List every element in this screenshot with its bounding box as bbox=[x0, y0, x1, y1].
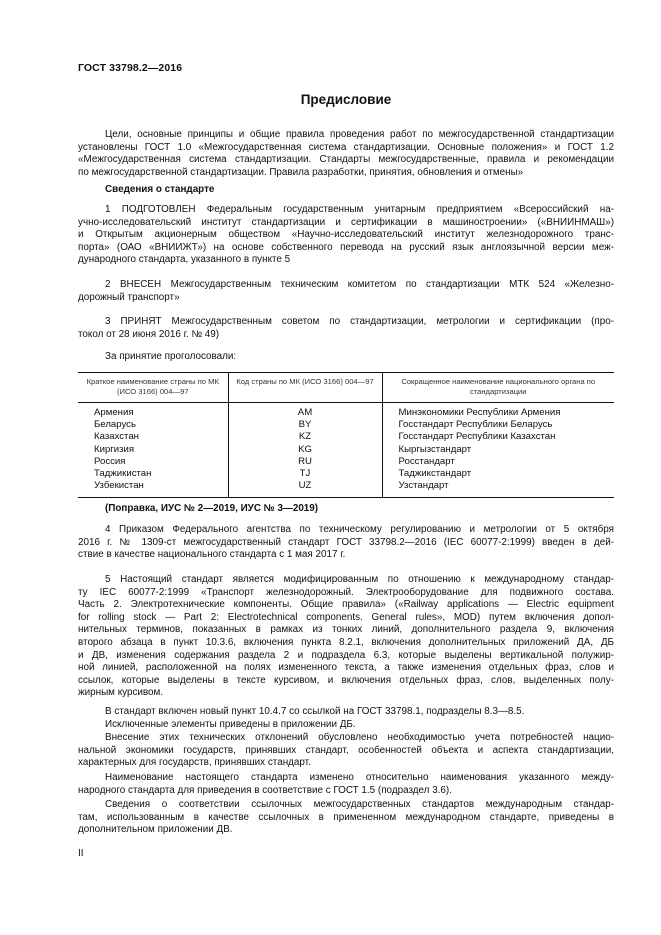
page-title: Предисловие bbox=[300, 92, 392, 107]
intro-line: по межгосударственной стандартизации. Правила разработки, принятия, обновления и отмены» bbox=[78, 166, 524, 178]
item-1-line: 1 ПОДГОТОВЛЕН Федеральным государственным унитарным предприятием «Всероссийский на- bbox=[105, 204, 614, 215]
table-header-row bbox=[78, 373, 614, 403]
column-header-country: Краткое наименование страны по МК (ИСО 3166) 004—97 bbox=[78, 373, 228, 403]
code-cell: RU bbox=[228, 456, 382, 468]
voted-label: За принятие проголосовали: bbox=[105, 351, 237, 362]
country-cell: Узбекистан bbox=[78, 480, 228, 498]
item-5-line: Часть 2. Электротехнические компоненты. Общие правила» («Railway applications — Electric equipment bbox=[78, 599, 614, 611]
references-line: там, использованным в качестве ссылочных в примененном международном стандарте, приведены в bbox=[78, 811, 614, 823]
item-3-line: токол от 28 июня 2016 г. № 49) bbox=[78, 328, 220, 340]
item-1-line: порта» (ОАО «ВНИИЖТ») на основе собственного перевода на русский язык англоязычной версии меж- bbox=[78, 241, 614, 253]
item-5-line: ту IEC 60077-2:1999 «Транспорт железнодорожный. Электрооборудование для подвижного состава. bbox=[78, 586, 614, 598]
references-paragraph bbox=[78, 799, 614, 837]
deviation-paragraph bbox=[78, 732, 614, 770]
item-5-line: ссылок, которые выделены в тексте курсивом, и включения отдельных фраз, слов, выделенных полу- bbox=[78, 674, 614, 686]
item-1-line: и Открытым акционерным обществом «Научно-исследовательский институт железнодорожного транс- bbox=[78, 229, 614, 241]
country-cell: Россия bbox=[94, 455, 126, 467]
excluded-elements-paragraph: Исключенные элементы приведены в приложении ДБ. bbox=[105, 719, 356, 730]
intro-line: установлены ГОСТ 1.0 «Межгосударственная система стандартизации. Основные положения» и ГОСТ 1.2 bbox=[78, 141, 614, 153]
item-5-line: 5 Настоящий стандарт является модифицированным по отношению к международному стандар- bbox=[105, 574, 614, 585]
name-change-line: Наименование настоящего стандарта изменено относительно наименования указанного между- bbox=[105, 772, 614, 783]
intro-line: Цели, основные принципы и общие правила проведения работ по межгосударственной стандартизации bbox=[105, 129, 614, 140]
document-code: ГОСТ 33798.2—2016 bbox=[78, 62, 183, 74]
item-5-line: жирным курсивом. bbox=[78, 687, 164, 699]
org-cell: Минэкономики Республики Армения bbox=[382, 403, 614, 420]
code-cell: KG bbox=[228, 444, 382, 456]
amendment-note: (Поправка, ИУС № 2—2019, ИУС № 3—2019) bbox=[105, 503, 319, 514]
item-4-line: ствие в качестве национального стандарта с 1 мая 2017 г. bbox=[78, 549, 346, 561]
org-cell: Кыргызстандарт bbox=[382, 444, 614, 456]
item-5-line: ной линией, расположенной на полях измененного текста, а также изменения отдельных фраз, слов и bbox=[78, 662, 614, 674]
code-cell: BY bbox=[228, 419, 382, 431]
item-4-paragraph bbox=[78, 524, 614, 562]
item-5-line: второго абзаца в пункт 10.3.6, включения пункта 8.2.1, включения дополнительных приложений ДА, ДБ bbox=[78, 636, 614, 648]
item-2-line: 2 ВНЕСЕН Межгосударственным техническим комитетом по стандартизации МТК 524 «Железно- bbox=[105, 279, 614, 290]
table-row bbox=[78, 444, 614, 456]
country-cell: Таджикистан bbox=[94, 468, 152, 480]
item-1-line: дународного стандарта, указанного в пункте 5 bbox=[78, 254, 291, 266]
table-row bbox=[78, 480, 614, 498]
table-row bbox=[78, 468, 614, 480]
code-cell: KZ bbox=[228, 431, 382, 443]
table-row bbox=[78, 419, 614, 431]
deviation-line: Внесение этих технических отклонений обусловлено необходимостью учета потребностей нацио- bbox=[105, 732, 614, 743]
voting-table bbox=[78, 372, 614, 498]
item-4-line: 2016 г. № 1309-ст межгосударственный стандарт ГОСТ 33798.2—2016 (IEC 60077-2:1999) введен в дей- bbox=[78, 536, 614, 548]
item-2-line: дорожный транспорт» bbox=[78, 291, 180, 303]
item-2-paragraph bbox=[78, 279, 614, 304]
intro-paragraph bbox=[78, 129, 614, 179]
org-cell: Госстандарт Республики Беларусь bbox=[382, 419, 614, 431]
references-line: дополнительном приложении ДВ. bbox=[78, 824, 233, 836]
item-1-line: учно-исследовательский институт стандартизации и сертификации в машиностроении» («ВНИИНМАШ») bbox=[78, 216, 614, 228]
country-cell: Армения bbox=[94, 407, 134, 418]
new-item-paragraph: В стандарт включен новый пункт 10.4.7 со ссылкой на ГОСТ 33798.1, подразделы 8.3—8.5. bbox=[105, 706, 525, 717]
item-1-paragraph bbox=[78, 204, 614, 267]
item-4-line: 4 Приказом Федерального агентства по техническому регулированию и метрологии от 5 октября bbox=[105, 524, 614, 535]
deviation-line: характерных для государств, принявших стандарт. bbox=[78, 757, 311, 769]
item-5-line: for rolling stock — Part 2: Electrotechnical components. General rules», MOD) путем включения допол- bbox=[78, 611, 614, 623]
column-header-org: Сокращенное наименование национального органа по стандартизации bbox=[382, 373, 614, 403]
org-cell: Госстандарт Республики Казахстан bbox=[382, 431, 614, 443]
info-heading: Сведения о стандарте bbox=[105, 184, 215, 195]
org-cell: Узстандарт bbox=[382, 480, 614, 498]
code-cell: UZ bbox=[228, 480, 382, 498]
item-3-line: 3 ПРИНЯТ Межгосударственным советом по стандартизации, метрологии и сертификации (про- bbox=[105, 316, 614, 327]
item-3-paragraph bbox=[78, 316, 614, 341]
item-5-line: и ДВ, изменения содержания раздела 2 и подраздела 6.3, которые выделены вертикальной полужир- bbox=[78, 649, 614, 661]
item-5-line: нительных терминов, показанных в рамках из тонких линий, дополнительного раздела 9, включения bbox=[78, 624, 614, 636]
references-line: Сведения о соответствии ссылочных межгосударственных стандартов международным стандар- bbox=[105, 799, 614, 810]
table-row bbox=[78, 431, 614, 443]
code-cell: AM bbox=[228, 403, 382, 420]
deviation-line: нальной экономики государств, принявших стандарт, особенностей объекта и аспекта стандартизации, bbox=[78, 744, 614, 756]
country-cell: Беларусь bbox=[94, 419, 136, 431]
intro-line: «Межгосударственная система стандартизации. Стандарты межгосударственные, правила и рекомендации bbox=[78, 154, 614, 166]
code-cell: TJ bbox=[228, 468, 382, 480]
name-change-paragraph bbox=[78, 772, 614, 797]
country-cell: Казахстан bbox=[94, 431, 139, 443]
column-header-code: Код страны по МК (ИСО 3166) 004—97 bbox=[228, 373, 382, 403]
item-5-paragraph bbox=[78, 574, 614, 700]
table-row bbox=[78, 403, 614, 420]
org-cell: Росстандарт bbox=[382, 456, 614, 468]
table-row bbox=[78, 456, 614, 468]
page-number: II bbox=[78, 848, 84, 859]
name-change-line: народного стандарта для приведения в соответствие с ГОСТ 1.5 (подраздел 3.6). bbox=[78, 784, 452, 796]
org-cell: Таджикстандарт bbox=[382, 468, 614, 480]
country-cell: Киргизия bbox=[94, 443, 135, 455]
